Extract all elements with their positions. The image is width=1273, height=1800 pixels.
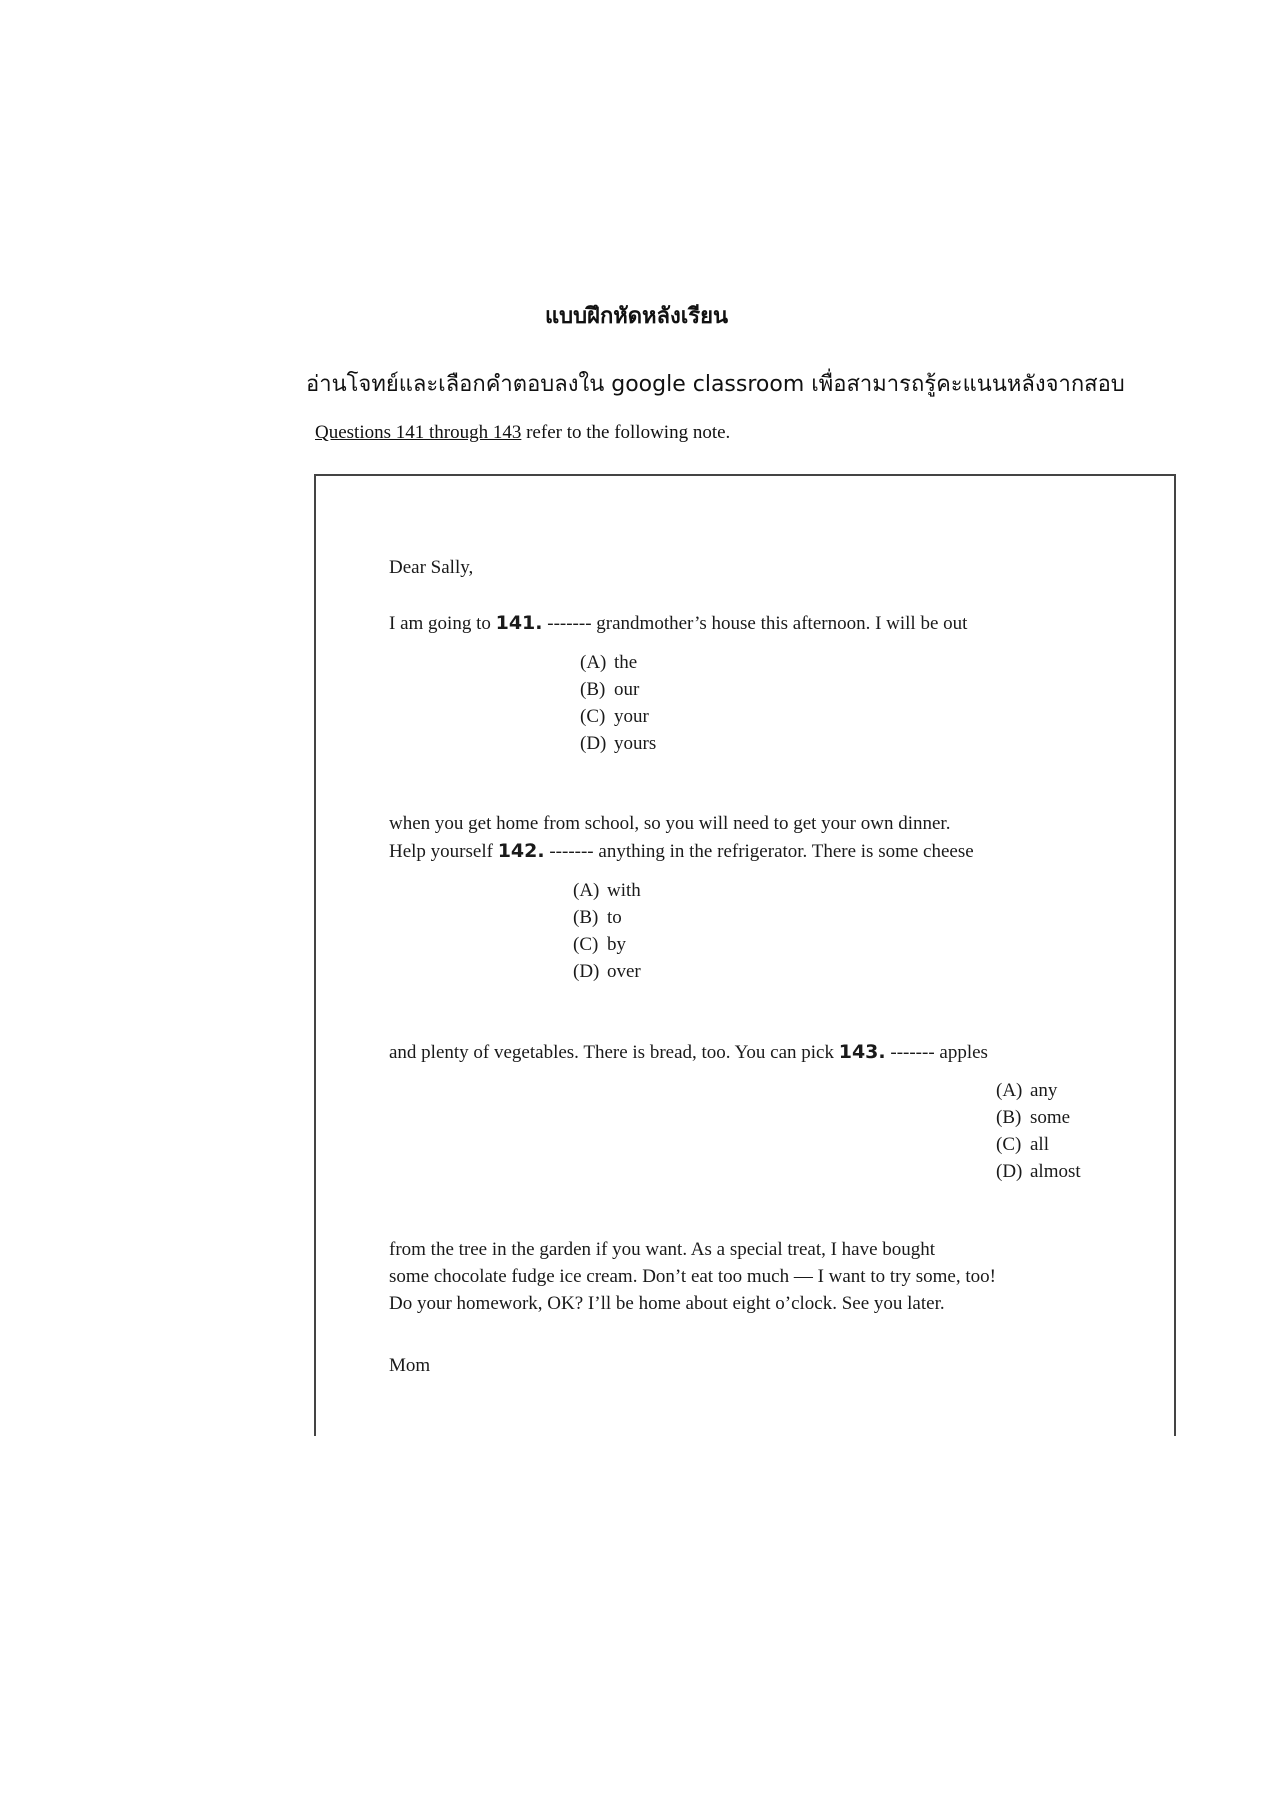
questions-ref-rest: refer to the following note. — [521, 422, 731, 443]
question-141-line — [389, 612, 967, 635]
page-title: แบบฝึกหัดหลังเรียน — [544, 304, 729, 329]
questions-reference — [315, 422, 730, 444]
q142-option-a[interactable]: (A) with — [573, 880, 641, 901]
q141-number: 141. — [495, 612, 543, 634]
closing-line-2: some chocolate fudge ice cream. Don’t eat too much — I want to try some, too! — [389, 1266, 996, 1287]
q143-before: and plenty of vegetables. There is bread, too. You can pick — [389, 1042, 839, 1063]
instruction-text: อ่านโจทย์และเลือกคำตอบลงใน google classroom เพื่อสามารถรู้คะแนนหลังจากสอบ — [306, 372, 1125, 397]
q143-option-c[interactable]: (C) all — [996, 1134, 1049, 1155]
q141-option-b[interactable]: (B) our — [580, 679, 640, 700]
q142-before: Help yourself — [389, 841, 498, 862]
q141-options — [580, 649, 656, 757]
q141-option-c[interactable]: (C) your — [580, 706, 649, 727]
questions-range: Questions 141 through 143 — [315, 422, 522, 443]
closing-line-1: from the tree in the garden if you want. As a special treat, I have bought — [389, 1239, 936, 1260]
q142-after: ------- anything in the refrigerator. There is some cheese — [544, 841, 974, 862]
q143-after: ------- apples — [885, 1042, 988, 1063]
question-143-line — [389, 1041, 988, 1064]
q141-after: ------- grandmother’s house this afternoon. I will be out — [542, 613, 968, 634]
q141-before: I am going to — [389, 613, 496, 634]
closing-line-3: Do your homework, OK? I’ll be home about eight o’clock. See you later. — [389, 1293, 945, 1314]
q141-option-d[interactable]: (D) yours — [580, 733, 657, 754]
q142-option-b[interactable]: (B) to — [573, 907, 622, 928]
question-142-line — [389, 840, 974, 863]
q143-option-a[interactable]: (A) any — [996, 1080, 1058, 1101]
q141-option-a[interactable]: (A) the — [580, 652, 638, 673]
q142-number: 142. — [497, 840, 545, 862]
q143-option-d[interactable]: (D) almost — [996, 1161, 1081, 1182]
q142-options — [573, 877, 641, 985]
q142-option-c[interactable]: (C) by — [573, 934, 626, 955]
q142-option-d[interactable]: (D) over — [573, 961, 641, 982]
q143-option-b[interactable]: (B) some — [996, 1107, 1071, 1128]
note-greeting: Dear Sally, — [389, 557, 474, 578]
q143-options — [996, 1077, 1081, 1185]
note-signature: Mom — [389, 1355, 431, 1376]
note-line-after-141: when you get home from school, so you will need to get your own dinner. — [389, 813, 951, 834]
q143-number: 143. — [838, 1041, 886, 1063]
